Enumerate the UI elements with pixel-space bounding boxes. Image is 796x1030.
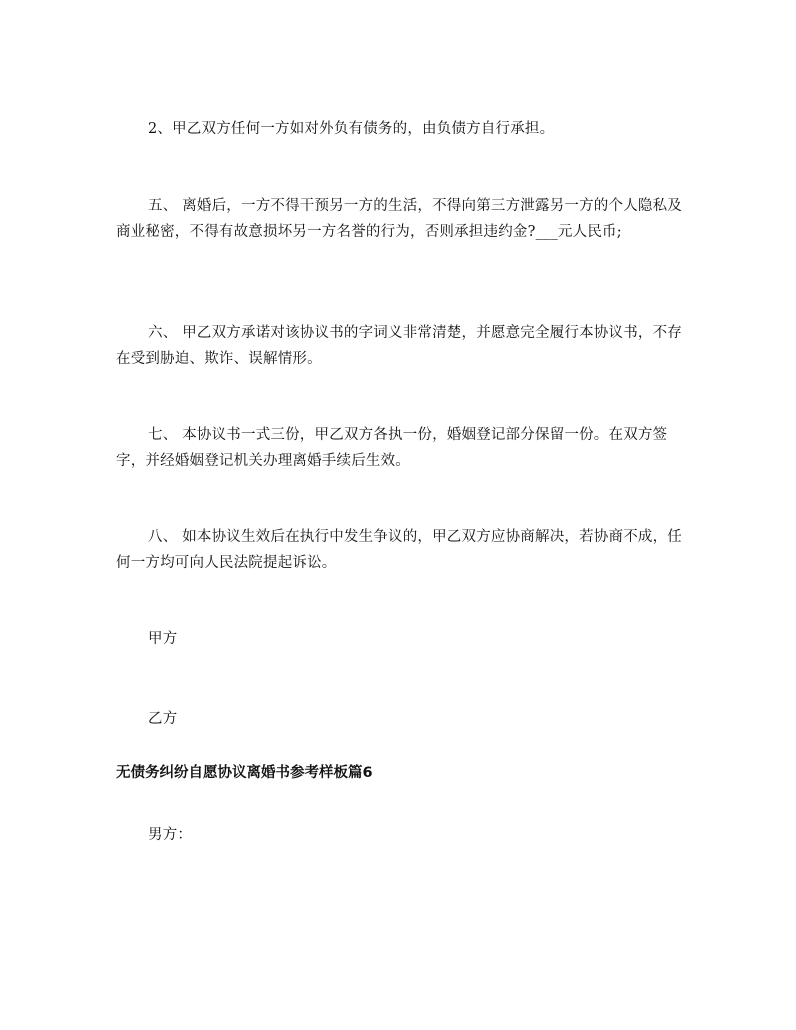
party-a-label: 甲方	[148, 631, 178, 647]
clause-six-paragraph: 六、 甲乙双方承诺对该协议书的字词义非常清楚，并愿意完全履行本协议书，不存在受到胁迫、欺诈、误解情形。	[116, 325, 683, 367]
clause-five-paragraph: 五、 离婚后，一方不得干预另一方的生活，不得向第三方泄露另一方的个人隐私及商业秘密，不得有故意损坏另一方名誉的行为，否则承担违约金?___元人民币;	[116, 198, 683, 240]
male-party-label: 男方：	[148, 827, 193, 843]
clause-eight-paragraph: 八、 如本协议生效后在执行中发生争议的，甲乙双方应协商解决，若协商不成，任何一方均可向人民法院提起诉讼。	[116, 529, 683, 571]
section-title: 无债务纠纷自愿协议离婚书参考样板篇6	[116, 765, 373, 781]
party-b-label: 乙方	[148, 711, 178, 727]
clause-seven-paragraph: 七、 本协议书一式三份，甲乙双方各执一份，婚姻登记部分保留一份。在双方签字，并经婚姻登记机关办理离婚手续后生效。	[116, 427, 668, 469]
clause-debt-paragraph: 2、甲乙双方任何一方如对外负有债务的，由负债方自行承担。	[148, 121, 555, 137]
